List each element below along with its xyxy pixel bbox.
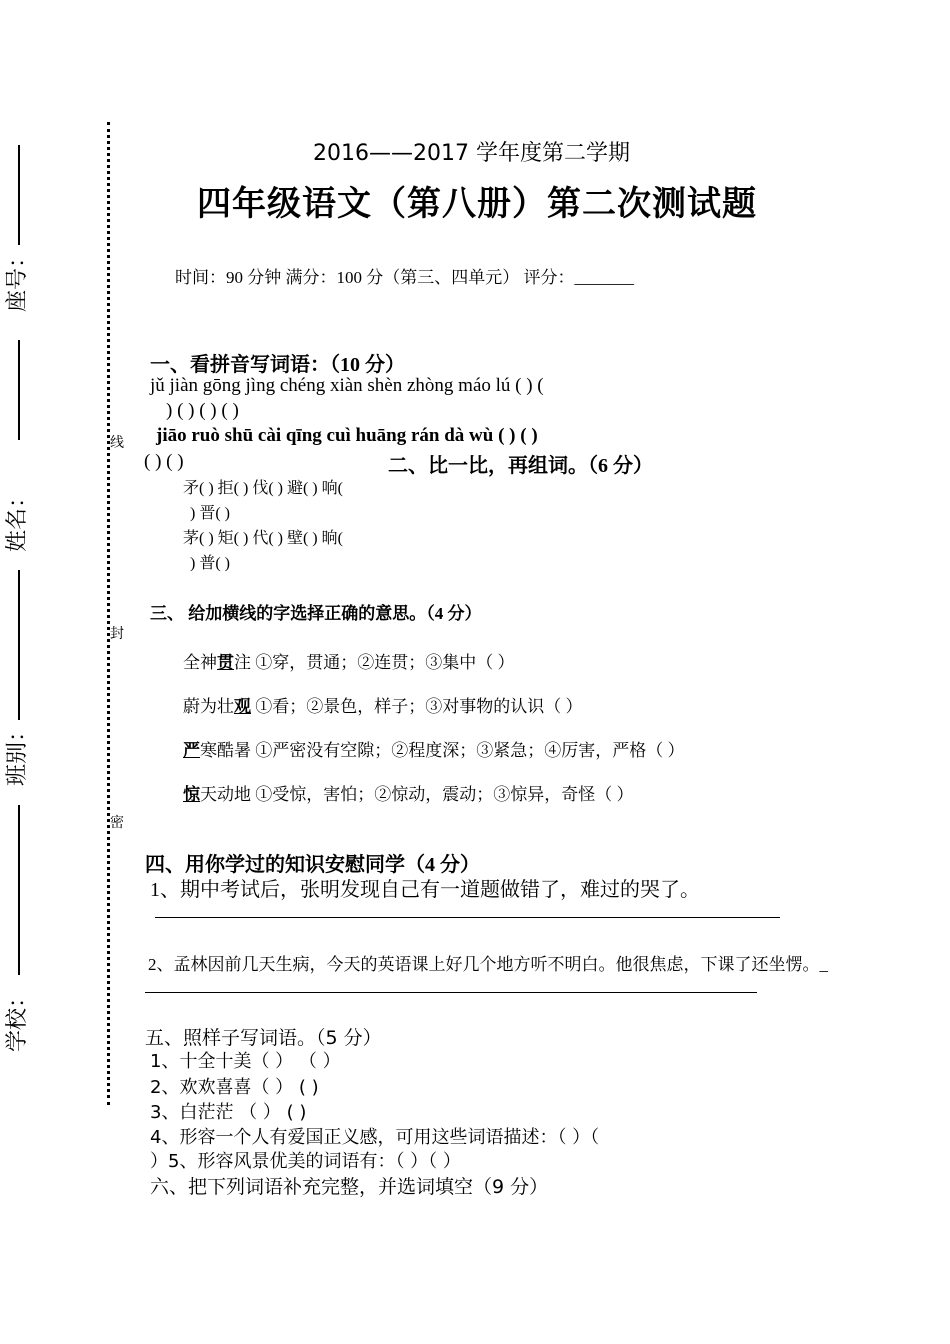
word-pattern-5: ）5、形容风景优美的词语有：（ ）（ ） <box>150 1151 461 1172</box>
answer-line-2 <box>145 992 757 993</box>
seat-label: 座号： <box>5 245 30 312</box>
comfort-question-2: 2、孟林因前几天生病，今天的英语课上好几个地方听不明白。他很焦虑，下课了还坐愣。_ <box>148 955 828 974</box>
meaning-options: 天动地 ①受惊，害怕；②惊动，震动；③惊异，奇怪（ ） <box>200 785 634 804</box>
name-underline <box>18 340 20 440</box>
section-5-title: 五、照样子写词语。（5 分） <box>145 1027 382 1049</box>
underlined-char: 严 <box>183 741 200 760</box>
word-pattern-3: 3、白茫茫 （ ） ( ) <box>150 1102 307 1123</box>
compare-row-2b: ) 普( ) <box>190 555 230 572</box>
class-underline <box>18 570 20 720</box>
section-3-title: 三、 给加横线的字选择正确的意思。（4 分） <box>150 604 482 623</box>
meaning-item <box>183 736 685 761</box>
meaning-item <box>183 648 515 673</box>
seal-mark-line: 线 <box>110 436 124 451</box>
seal-mark-secret: 密 <box>110 816 124 831</box>
section-1-title: 一、看拼音写词语：（10 分） <box>150 354 405 376</box>
word-pattern-2: 2、欢欢喜喜（ ） ( ) <box>150 1077 319 1098</box>
class-label: 班别： <box>5 719 30 786</box>
school-underline <box>18 805 20 975</box>
meaning-word-prefix: 全神 <box>183 653 217 672</box>
pinyin-line-1: jǔ jiàn gōng jìng chéng xiàn shèn zhòng máo lú ( ) ( <box>150 375 544 396</box>
word-pattern-1: 1、十全十美（ ） （ ） <box>150 1051 341 1072</box>
answer-line-1 <box>155 917 780 918</box>
meaning-item <box>183 692 583 717</box>
underlined-char: 惊 <box>183 785 200 804</box>
underlined-char: 观 <box>234 697 251 716</box>
name-label: 姓名： <box>5 485 30 552</box>
compare-row-2a: 茅( ) 矩( ) 代( ) 壁( ) 晌( <box>183 530 343 547</box>
pinyin-line-4: ( ) ( ) <box>144 451 184 472</box>
seat-line <box>18 145 20 245</box>
page-title: 四年级语文（第八册）第二次测试题 <box>197 186 757 223</box>
compare-row-1a: 矛( ) 拒( ) 伐( ) 避( ) 响( <box>183 480 343 497</box>
compare-row-1b: ) 晋( ) <box>190 505 230 522</box>
meaning-word-prefix: 蔚为壮 <box>183 697 234 716</box>
section-4-title: 四、用你学过的知识安慰同学（4 分） <box>145 854 480 876</box>
meaning-options: ①看；②景色，样子；③对事物的认识（ ） <box>251 697 583 716</box>
underlined-char: 贯 <box>217 653 234 672</box>
binding-dotted-line <box>107 122 110 1105</box>
pinyin-line-3: jiāo ruò shū cài qīng cuì huāng rán dà wù ( ) ( ) <box>156 425 538 446</box>
meaning-item <box>183 780 634 805</box>
term-heading: 2016——2017 学年度第二学期 <box>313 141 630 166</box>
comfort-question-1: 1、期中考试后，张明发现自己有一道题做错了，难过的哭了。 <box>150 879 700 901</box>
pinyin-line-2: ) ( ) ( ) ( ) <box>166 400 239 421</box>
seal-mark-seal: 封 <box>110 627 124 642</box>
school-label: 学校： <box>5 985 30 1052</box>
word-pattern-4: 4、形容一个人有爱国正义感，可用这些词语描述：（ ）（ <box>150 1127 600 1148</box>
section-6-title: 六、把下列词语补充完整，并选词填空（9 分） <box>150 1176 549 1198</box>
meaning-options: 寒酷暑 ①严密没有空隙；②程度深；③紧急；④厉害，严格（ ） <box>200 741 685 760</box>
exam-info: 时间：90 分钟 满分：100 分（第三、四单元） 评分：_______ <box>175 268 634 287</box>
meaning-options: 注 ①穿，贯通；②连贯；③集中（ ） <box>234 653 515 672</box>
section-2-title: 二、比一比，再组词。（6 分） <box>388 455 653 477</box>
